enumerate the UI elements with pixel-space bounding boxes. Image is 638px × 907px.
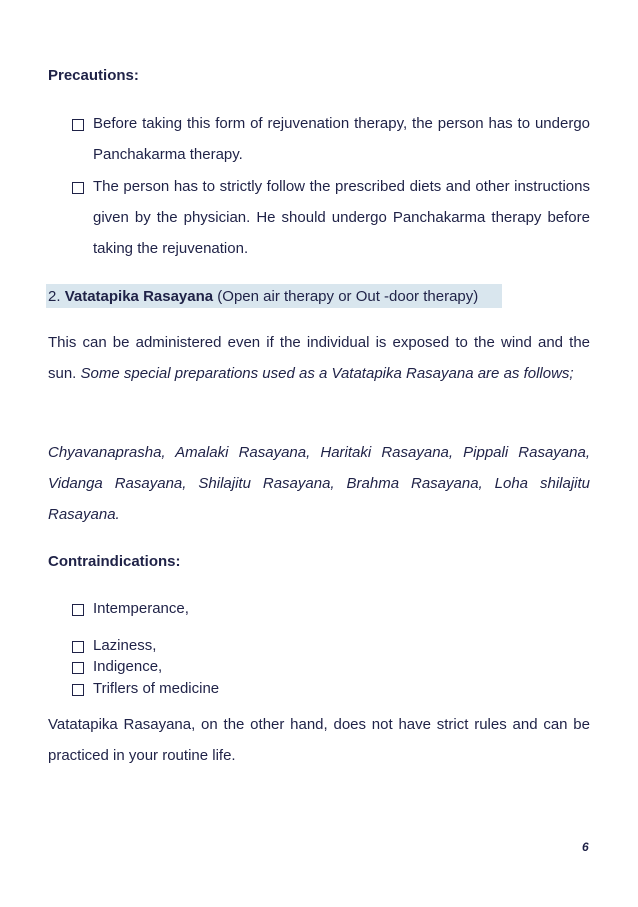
checkbox-icon [72,641,84,653]
precaution-item-1 [72,116,590,170]
checkbox-icon [72,119,84,131]
checkbox-icon [72,662,84,674]
intro-italic-text: Some special preparations used as a Vatatapika Rasayana are as follows; [80,365,574,382]
intro-paragraph [48,327,590,389]
contraindication-item-text: Indigence, [93,658,163,675]
checkbox-icon [72,684,84,696]
intro-text: This can be administered even if the individual is exposed to the wind and the sun. [48,334,590,382]
contraindications-heading: Contraindications: [48,553,181,570]
precaution-item-text: Before taking this form of rejuvenation therapy, the person has to undergo Panchakarma therapy. [93,115,590,163]
preparations-paragraph: Chyavanaprasha, Amalaki Rasayana, Haritaki Rasayana, Pippali Rasayana, Vidanga Rasayana, Shilajitu Rasayana, Brahma Rasayana, Loha shilajitu Rasayana. [48,444,590,523]
contraindication-item-1 [72,601,590,624]
contraindication-item-text: Intemperance, [93,600,189,617]
checkbox-icon [72,604,84,616]
precaution-item-2 [72,179,590,264]
precaution-item-text: The person has to strictly follow the prescribed diets and other instructions given by the physician. He should undergo Panchakarma therapy before taking the rejuvenation. [93,178,590,257]
contraindication-item-text: Laziness, [93,637,157,654]
contraindication-item-4 [72,681,590,704]
section-subtitle: (Open air therapy or Out -door therapy) [217,288,479,305]
section-number: 2. [48,288,61,305]
checkbox-icon [72,182,84,194]
contraindication-item-text: Triflers of medicine [93,680,220,697]
section-2-heading [48,288,478,305]
precautions-heading: Precautions: [48,67,139,84]
section-title: Vatatapika Rasayana [64,288,214,305]
closing-paragraph: Vatatapika Rasayana, on the other hand, does not have strict rules and can be practiced in your routine life. [48,716,590,764]
page-number: 6 [582,840,589,854]
